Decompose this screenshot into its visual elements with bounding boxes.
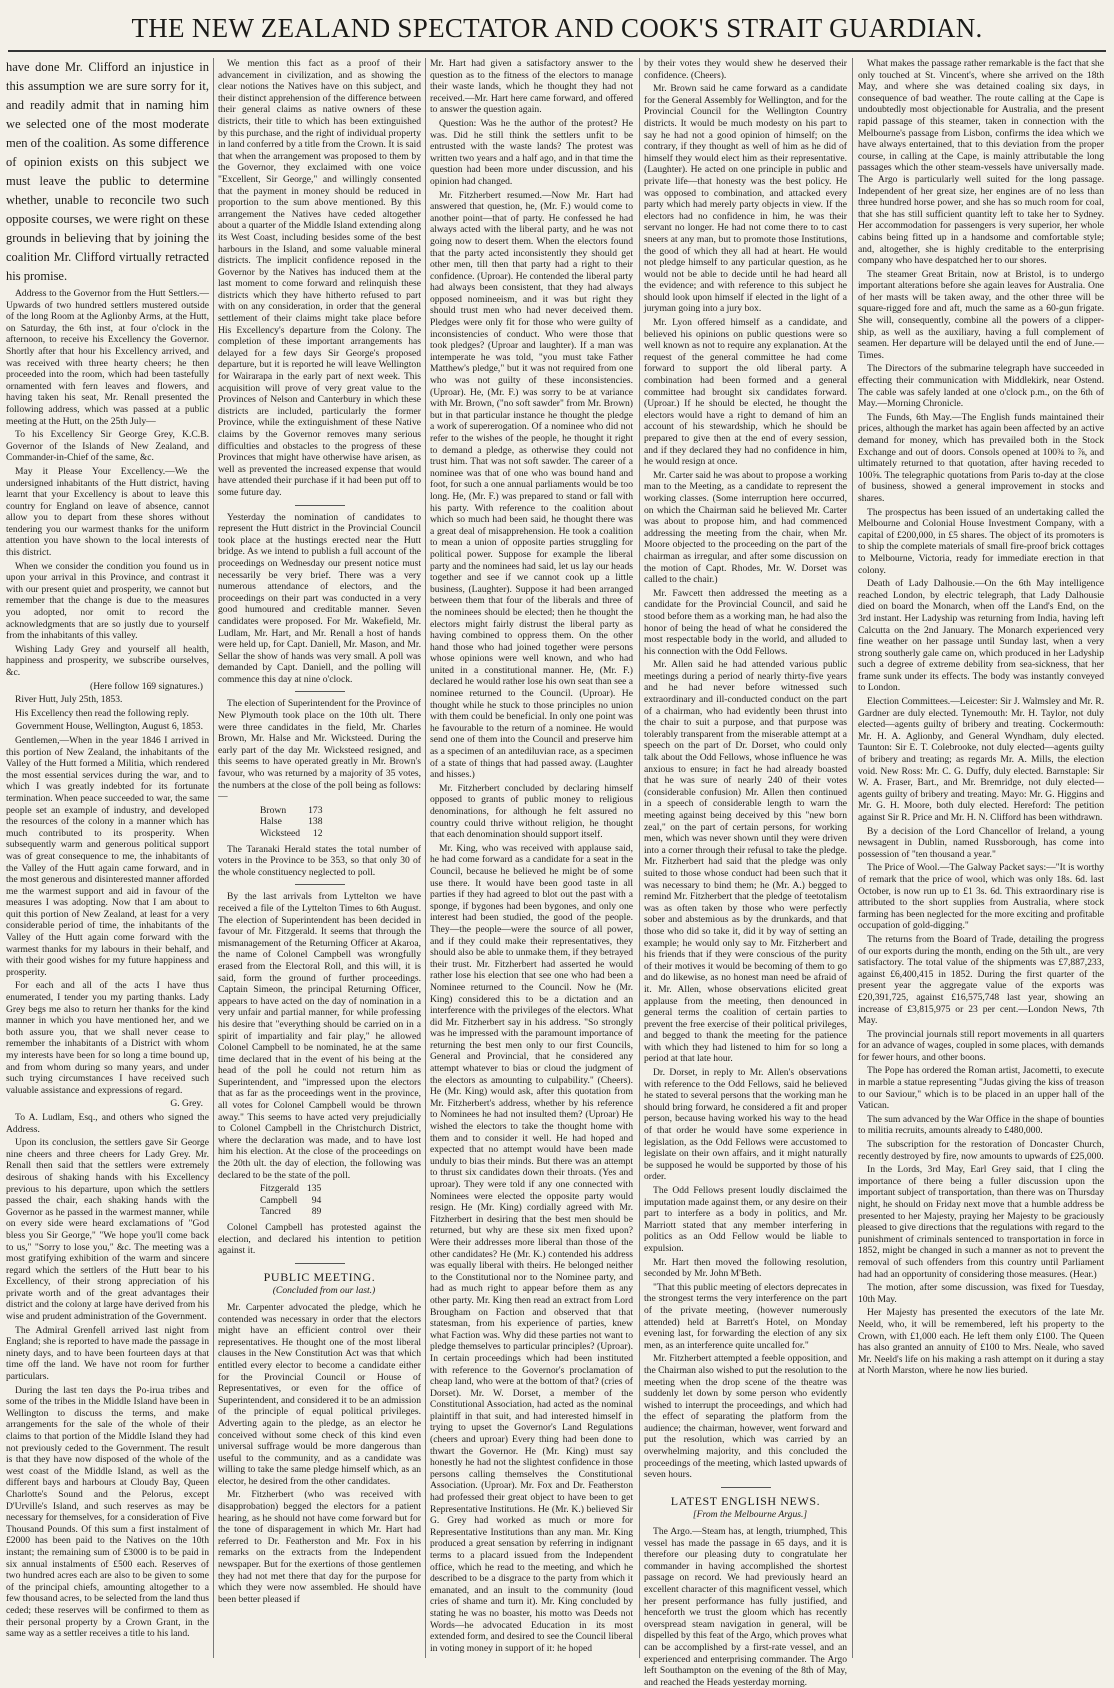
column-5: [858, 58, 1104, 1660]
article-paragraph: The returns from the Board of Trade, detailing the progress of our exports during the month, ending on the 5th ult., are very satisfactory. The total value of the shipments was £7,887,233, against £6,400,415 in 1852. During the first quarter of the present year the aggregate value of the exports was £20,391,725, against £16,575,748 last year, showing an increase of £3,815,975 or 23 per cent.—London News, 7th May.: [858, 933, 1104, 1027]
column-3: [430, 58, 633, 1660]
table-row: [256, 816, 327, 828]
article-paragraph: The Funds, 6th May.—The English funds maintained their prices, although the market has again been affected by an active demand for money, which has prevailed both in the Stock Exchange and out of doors. Consols opened at 100¾ to ⅞, and ultimately returned to that quotation, after having receded to 100⅝. The telegraphic quotations from Paris to-day at the close of business, showed a general improvement in stocks and shares.: [858, 411, 1104, 504]
article-paragraph: Address to the Governor from the Hutt Settlers.—Upwards of two hundred settlers mustered outside of the long Room at the Aglionby Arms, at the Hutt, on Saturday, the 6th inst, at four o'clock in the afternoon, to receive his Excellency the Governor. Shortly after that hour his Excellency arrived, and was received with three hearty cheers; he then proceeded into the room, which had been tastefully ornamented with fern leaves and flowers, and having taken his seat, Mr. Renall presented the following address, which was passed at a public meeting at the Hutt, on the 25th July—: [6, 288, 209, 427]
article-paragraph: Mr. Fitzherbert attempted a feeble opposition, and the Chairman also wished to put the resolution to the meeting when the drop scene of the theatre was suddenly let down by some person who evidently wished to interrupt the proceedings, and which had the effect of separating the platform from the audience; the chairman, however, went forward and put the resolution, which was carried by an overwhelming majority, and this concluded the proceedings of the meeting, which lasted upwards of seven hours.: [644, 1353, 847, 1481]
candidate-votes: 89: [311, 1206, 322, 1218]
section-divider: [295, 691, 345, 692]
article-paragraph: Mr. Fitzherbert resumed.—Now Mr. Hart had answered that question, he, (Mr. F.) would come to another point—that of party. He confessed he had always acted with the liberal party, and he was not going now to desert them. When the electors found that the party acted inconsistently they should get other men, till then that party had a right to their confidence. (Uproar). He contended the liberal party had always been consistent, that they had always opposed nomineeism, and it was but right they should trust men who had never deceived them. Pledges were only fit for those who were guilty of inconsistencies of conduct. Who were those that took pledges? (Uproar and laughter). If a man was intemperate he was told, "you must take Father Matthew's pledge," but it was not required from one who was not guilty of these inconsistencies. (Uproar). He, (Mr. F.) was sorry to be at variance with Mr. Brown, ("no soft sawder" from Mr. Brown) but in that particular instance he thought the pledge a work of supererogation. Of a nominee who did not refer to the wishes of the people, he thought it right to demand a pledge, as otherwise they could not trust him. That was not soft sawder. The career of a nominee was that of one who was bound hand and foot, for such a one annual parliaments would be too long. He, (Mr. F.) was prepared to stand or fall with his party. With reference to the coalition about which so much had been said, he thought there was a great deal of misapprehension. He took a coalition to mean a union of opposite parties struggling for political power. Suppose for example the liberal party and the nominees had said, let us lay our heads together and see if we cannot cook up a little business, (Laughter). Suppose it had been arranged between them that four of the liberals and three of the nominees should be elected; then he thought the electors might fairly distrust the liberal party as having combined to oppress them. On the other hand those who had joined together were persons whose opinions were well known, and who had united in a constitutional manner. He, (Mr. F.) declared he would rather lose his own seat than see a nominee returned to the Council. (Uproar). He thought while he stuck to those principles no union with them could be beneficial. In only one point was he favourable to the return of a nominee. He would send one of them into the Council and preserve him as a specimen of an antediluvian race, as a specimen of a state of things that had passed away. (Laughter and hisses.): [430, 189, 633, 781]
candidate-name: Tancred: [260, 1206, 291, 1218]
candidate-votes: 173: [308, 804, 323, 816]
article-paragraph: What makes the passage rather remarkable is the fact that she only touched at St. Vincent's, where she arrived on the 18th May, and where she was detained coaling six days, in consequence of bad weather. The route calling at the Cape is undoubtedly most objectionable for Australia, and the present rapid passage of this steamer, taken in connection with the Melbourne's passage from Lisbon, confirms the idea which we have always entertained, that to this deviation from the proper course, in calling at the Cape, is mainly attributable the long passages which the other steam-vessels have universally made. The Argo is particularly well suited for the long passage. Independent of her great size, her engines are of no less than three hundred horse power, and she has so much room for coal, that she has still sufficient quantity left to take her to Sydney. Her accommodation for passengers is very superior, her whole cabins being fitted up in a handsome and comfortable style; and, altogether, she is highly creditable to the enterprising company who have despatched her to our shores.: [858, 58, 1104, 267]
article-paragraph: The Admiral Grenfell arrived last night from England; she is reported to have made the passage in ninety days, and to have been fourteen days at that time off the land. We have not room for further particulars.: [6, 1324, 209, 1383]
article-paragraph: Mr. Lyon offered himself as a candidate, and believed his opinions on public questions were so well known as not to require any explanation. At the request of the general committee he had come forward to support the old liberal party. A combination had been formed and a general committee had brought six candidates forward. (Uproar.) If he should be elected, he thought the electors would have a right to demand of him an account of his stewardship, which he should be prepared to give then at the end of every session, and if they declared they had no confidence in him, he would resign at once.: [644, 317, 847, 468]
columns: [0, 58, 1114, 1688]
article-paragraph: Election Committees.—Leicester: Sir J. Walmsley and Mr. R. Gardner are duly elected. Tynemouth: Mr. H. Taylor, not duly elected—agents guilty of bribery and treating. Cockermouth: Mr. H. A. Aglionby, and General Wyndham, duly elected. Taunton: Sir E. T. Colebrooke, not duly elected—agents guilty of bribery and treating; as regards Mr. A. Mills, the election void. New Ross: Mr. C. G. Duffy, duly elected. Barnstaple: Sir W. A. Fraser, Bart., and Mr. Bremridge, not duly elected—agents guilty of bribery and treating. Mayo: Mr. G. Higgins and Mr. G. H. Moore, both duly elected. Hereford: The petition against Sir R. Price and Mr. H. N. Clifford has been withdrawn.: [858, 696, 1104, 823]
article-paragraph: Colonel Campbell has protested against the election, and declared his intention to petition against it.: [218, 1222, 421, 1257]
article-paragraph: The steamer Great Britain, now at Bristol, is to undergo important alterations before she again leaves for Australia. One of her masts will be taken away, and the other three will be square-rigged fore and aft, much the same as a 60-gun frigate. She will, consequently, combine all the powers of a clipper-ship, as well as the auxiliary, having a full complement of seamen. Her departure will be delayed until the end of June.—Times.: [858, 268, 1104, 361]
table-row: [256, 828, 327, 840]
article-paragraph: Death of Lady Dalhousie.—On the 6th May intelligence reached London, by electric telegraph, that Lady Dalhousie died on board the Monarch, when off the Land's End, on the 3rd instant. Her Ladyship was returning from India, having left Calcutta on the 2nd January. The Monarch experienced very fine weather on her passage until Sunday last, when a very strong southerly gale came on, which produced in her Ladyship such a degree of extreme debility from sea-sickness, that her frame sunk under its effects. The body was instantly conveyed to London.: [858, 578, 1104, 694]
candidate-name: Halse: [260, 816, 282, 828]
section-heading: LATEST ENGLISH NEWS.: [670, 1493, 821, 1508]
article-paragraph: Wishing Lady Grey and yourself all health, happiness and prosperity, we subscribe ourselves, &c.: [6, 643, 209, 678]
article-paragraph: His Excellency then read the following reply.: [15, 707, 189, 719]
column-4: [644, 58, 847, 1688]
table-row: [256, 1183, 325, 1195]
article-paragraph: The Argo.—Steam has, at length, triumphed, This vessel has made the passage in 65 days, and it is therefore our pleasing duty to congratulate her commander in having accomplished the shortest passage on record. We had previously heard an excellent character of this magnificent vessel, which her present performance has fully justified, and henceforth we trust the gloom which has recently overspread steam navigation in general, will be dispelled by this feat of the Argo, which proves what can be accomplished by a first-rate vessel, and an experienced and enterprising commander. The Argo left Southampton on the evening of the 8th of May, and reached the Heads yesterday morning.: [644, 1526, 847, 1688]
section-subheading: (Concluded from our last.): [272, 1285, 376, 1297]
candidate-votes: 12: [312, 828, 323, 839]
section-divider: [295, 1263, 345, 1264]
article-paragraph: The Odd Fellows present loudly disclaimed the imputation made against them, or any desire on their part to interfere as a body in politics, and Mr. Marriott stated that any member interfering in politics as an Odd Fellow would be liable to expulsion.: [644, 1185, 847, 1254]
article-paragraph: Mr. Fitzherbert concluded by declaring himself opposed to grants of public money to religious denominations, for although he felt assured no country could thrive without religion, he thought that each denomination should support itself.: [430, 782, 633, 841]
article-paragraph: Dr. Dorset, in reply to Mr. Allen's observations with reference to the Odd Fellows, said he believed he stated to several persons that the working man he should bring forward, he considered a fit and proper person, because having worked his way to the head of that order he would have some experience in legislation, as the Odd Fellows were accustomed to legislate on their own affairs, and it might naturally be supposed he would be supported by those of his order.: [644, 1067, 847, 1183]
article-paragraph: Mr. Fitzherbert (who was received with disapprobation) begged the electors for a patient hearing, as he should not have come forward but for the tone of disparagement in which Mr. Hart had referred to Dr. Featherston and Mr. Fox in his remarks on the extracts from the Independent newspaper. But for the exertions of those gentlemen they had not met there that day for the purpose for which they were now assembled. He should have been better pleased if: [218, 1489, 421, 1605]
article-paragraph: May it Please Your Excellency.—We the undersigned inhabitants of the Hutt district, having learnt that your Excellency is about to leave this country for England on leave of absence, cannot allow you to depart from these shores without tendering you our warmest thanks for the uniform attention you have shown to the local interests of this district.: [6, 465, 209, 559]
candidate-name: Fitzgerald: [260, 1183, 299, 1195]
article-paragraph: Mr. Brown said he came forward as a candidate for the General Assembly for Wellington, and for the Provincial Council for the Wellington Country districts. It would be much modesty on his part to say he had not a good opinion of himself; on the contrary, if they thought as well of him as he did of himself they would elect him as their representative. (Laughter). He acted on one principle in public and private life—that honesty was the best policy. He was opposed to combination, and attacked every party which had merely party objects in view. If the electors had no confidence in him, he was their servant no longer. He had not come there to to cast sneers at any man, but to promote those Institutions, the good of which they all had at heart. He would not pledge himself to any particular question, as he would not be able to decide until he had heard all the evidence; and with reference to this subject he should look upon himself if elected in the light of a juryman going into a jury box.: [644, 83, 847, 315]
address-heading: To his Excellency Sir George Grey, K.C.B. Governor of the Islands of New Zealand, and Commander-in-Chief of the same, &c.: [6, 429, 209, 464]
table-row: [256, 1206, 325, 1218]
article-paragraph: The election of Superintendent for the Province of New Plymouth took place on the 10th ult. There were three candidates in the field, Mr. Charles Brown, Mr. Halse and Mr. Wicksteed. During the early part of the day Mr. Wicksteed resigned, and this seems to have operated greatly in Mr. Brown's favour, who was returned by a majority of 35 votes, the numbers at the close of the poll being as follows:—: [218, 698, 421, 803]
article-paragraph: The prospectus has been issued of an undertaking called the Melbourne and Colonial House Investment Company, with a capital of £200,000, in £5 shares. The object of its promoters is to ship the complete materials of small fire-proof brick cottages to Melbourne, Victoria, ready for immediate erection in that colony.: [858, 506, 1104, 576]
masthead-rule: [8, 50, 1106, 52]
section-divider: [721, 1487, 771, 1488]
article-paragraph: Mr. Hart then moved the following resolution, seconded by Mr. John M'Beth.: [644, 1256, 847, 1280]
article-paragraph: In the Lords, 3rd May, Earl Grey said, that I cling the importance of there being a fuller discussion upon the important subject of transportation, than there was on Thursday night, he should on Friday next move that a humble address be presented to her Majesty, praying her Majesty to be graciously pleased to give directions that the regulations with regard to the punishment of criminals sentenced to transportation in force in 1852, might be changed in such a manner as not to prevent the removal of such offenders from this country until Parliament had had an opportunity of considering those measures. (Hear.): [858, 1164, 1104, 1280]
article-paragraph: By a decision of the Lord Chancellor of Ireland, a young newsagent in Dublin, named Russborough, has come into possession of "ten thousand a year.": [858, 825, 1104, 860]
lead-paragraph: have done Mr. Clifford an injustice in this assumption we are sure sorry for it, and readily admit that in naming him we selected one of the most moderate men of the coalition. As some difference of opinion exists on this subject we must leave the public to determine whether, unable to reconcile two such opposite courses, we were right on these grounds in believing that by joining the coalition Mr. Clifford virtually retracted his promise.: [6, 60, 209, 283]
candidate-votes: 94: [311, 1194, 322, 1206]
resolution-quote: "That this public meeting of electors deprecates in the strongest terms the very interference on the part of the private meeting, (however numerously attended) held at Barrett's Hotel, on Monday evening last, for forwarding the election of any six men, as an interference quite uncalled for.": [644, 1281, 847, 1351]
article-paragraph: The Directors of the submarine telegraph have succeeded in effecting their communication with Middlekirk, near Ostend. The cable was safely landed at one o'clock p.m., on the 6th of May.—Morning Chronicle.: [858, 363, 1104, 410]
article-paragraph: For each and all of the acts I have thus enumerated, I tender you my parting thanks. Lady Grey begs me also to return her thanks for the kind manner in which you have mentioned her, and we both assure you, that we shall never cease to remember the inhabitants of a District with whom my interests have been for so long a time bound up, and from whom during so many years, and under such trying circumstances I have received such valuable assistance and expressions of regard.: [6, 980, 209, 1096]
section-divider: [295, 884, 345, 885]
dateline: River Hutt, July 25th, 1853.: [15, 694, 123, 706]
article-paragraph: The Price of Wool.—The Galway Packet says:—"It is worthy of remark that the price of wool, which was only 18s. 6d. last October, is now run up to £1 3s. 6d. This extraordinary rise is attributed to the short supplies from Australia, where stock farming has been neglected for the more exciting and profitable occupation of gold-digging.": [858, 862, 1104, 932]
article-paragraph: Mr. Carpenter advocated the pledge, which he contended was necessary in order that the electors might have an efficient control over their representatives. He thought one of the most liberal clauses in the New Constitution Act was that which entitled every elector to become a candidate either for the Provincial Council or House of Representatives, or even for the office of Superintendent, and considered it to be an admission of the principle of equal political privileges. Adverting again to the pledge, as an elector he conceived without some check of this kind even universal suffrage would be more dangerous than useful to the community, and as a candidate was willing to take the same pledge himself which, as an elector, he desired from the other candidates.: [218, 1301, 421, 1487]
article-paragraph: By the last arrivals from Lyttelton we have received a file of the Lyttelton Times to 6th August. The election of Superintendent has been decided in favour of Mr. Fitzgerald. It seems that through the mismanagement of the Returning Officer at Akaroa, the name of Colonel Campbell was wrongfully erased from the Electoral Roll, and this will, it is said, form the ground of further proceedings. Captain Simeon, the principal Returning Officer, appears to have acted on the day of nomination in a very unfair and partial manner, for while professing his desire that "everything should be carried on in a spirit of impartiality and fair play," he allowed Colonel Campbell to be nominated, he at the same time declared that in the event of his being at the head of the poll he could not return him as Superintendent, and "impressed upon the electors that as far as the proceedings went in the province, all votes for Colonel Campbell would be thrown away." This seems to have acted very prejudicially to Colonel Campbell in the Christchurch District, where the declaration was made, and to have lost him his election. At the close of the proceedings on the 20th ult. the day of election, the following was declared to be the state of the poll.: [218, 891, 421, 1181]
article-paragraph: Mr. King, who was received with applause said, he had come forward as a candidate for a seat in the Council, because he believed he might be of some use there. It would have been good taste in all parties if they had agreed to blot out the past with a sponge, if bygones had been bygones, and only one interest had been studied, the good of the people. They—the people—were the source of all power, and if they could make their representatives, they should also be able to unmake them, if they betrayed their trust. Mr. Fitzherbert had asserted he would rather lose his election that see one who had been a Nominee returned to the Council. Now he (Mr. King) considered this to be a dictation and an interference with the privileges of the electors. What did Mr. Fitzherbert say in his address. "So strongly was he impressed with the paramount importance of returning the best men only to our first Councils, General and Provincial, that he considered any attempt whatever to bias or cloud the judgment of the electors as amounting to culpability." (Cheers). He (Mr. King) would ask, after this quotation from Mr. Fitzherbert's address, whether by his reference to Nominees he had not insulted them? (Uproar) He wished the electors to take the thought home with them and to consider it well. He had hoped and expected that no attempt would have been made unduly to bias their minds. But there was an attempt to thrust six candidates down their throats. (Yes and uproar). They were told if any one connected with Nominees were elected the opposite party would resign. He (Mr. King) cordially agreed with Mr. Fitzherbert in desiring that the best men should be returned, but why are these six men fixed upon? Were their addresses more liberal than those of the other candidates? He (Mr. K.) contended his address was equally liberal with theirs. He belonged neither to the Constitutional nor to the Nominee party, and had as much right to appear before them as any other party. Mr. King then read an extract from Lord Brougham on Faction and observed that that statesman, from his experience of parties, knew what Faction was. Why did these parties not want to pledge themselves to particular principles? (Uproar). In certain proceedings which had been instituted with reference to the Governor's proclamation of cheap land, who were at the bottom of that? (cries of Dorset). Mr. W. Dorset, a member of the Constitutional Association, had acted as the nominal plaintiff in that suit, and had interested himself in trying to upset the Governor's Land Regulations (cheers and uproar) Every thing had been done to thwart the Governor. He (Mr. King) must say honestly he had not the slightest confidence in those persons calling themselves the Constitutional Association. (Uproar). Mr. Fox and Dr. Featherston had professed their great object to have been to get Representative Institutions. He (Mr. K.) believed Sir G. Grey had worked as much or more for Representative Institutions than any man. Mr. King produced a great sensation by referring in indignant terms to a placard issued from the Independent office, which he read to the meeting, and which he described to be a disgrace to the party from which it emanated, and an insult to the community (loud cries of shame and turn it). Mr. King concluded by stating he was no boaster, his motto was Deeds not Words—he advocated Education in its most extended form, and desired to see the Council liberal in voting money in support of it: he hoped: [430, 842, 633, 1654]
candidate-votes: 135: [306, 1183, 322, 1195]
section-heading: PUBLIC MEETING.: [263, 1269, 376, 1284]
article-paragraph: The Pope has ordered the Roman artist, Jacometti, to execute in marble a statue representing "Judas giving the kiss of treason to our Saviour," which is to be placed in an upper hall of the Vatican.: [858, 1065, 1104, 1112]
masthead: [0, 8, 1114, 48]
article-paragraph: Upon its conclusion, the settlers gave Sir George nine cheers and three cheers for Lady Grey. Mr. Renall then said that the settlers were extremely desirous of shaking hands with his Excellency previous to his departure, upon which the settlers passed the chair, each shaking hands with the Governor as he passed in the warmest manner, while on every side were heard exclamations of "God bless you Sir George," "We hope you'll come back to us," "Sorry to lose you," &c. The meeting was a most gratifying exhibition of the warm and sincere regard which the settlers of the Hutt bear to his Excellency, of their strong appreciation of his private worth and of the great advantages their district and the colony at large have derived from his wise and prudent administration of the Government.: [6, 1137, 209, 1323]
candidate-name: Wicksteed: [260, 828, 301, 839]
table-row: [256, 1195, 325, 1207]
signatures-note: (Here follow 169 signatures.): [90, 680, 203, 692]
section-divider: [295, 505, 345, 506]
article-paragraph: The sum advanced by the War Office in the shape of bounties to militia recruits, amounts already to £480,000.: [858, 1113, 1104, 1137]
article-paragraph: To A. Ludlam, Esq., and others who signed the Address.: [6, 1111, 209, 1135]
article-paragraph: Mr. Hart had given a satisfactory answer to the question as to the fitness of the electors to manage their waste lands, which he thought they had not received.—Mr. Hart here came forward, and offered to answer the question again.: [430, 58, 633, 116]
article-paragraph: The provincial journals still report movements in all quarters for an advance of wages, coupled in some places, with demands for fewer hours, and other boons.: [858, 1028, 1104, 1063]
article-paragraph: The motion, after some discussion, was fixed for Tuesday, 10th May.: [858, 1282, 1104, 1305]
candidate-name: Campbell: [260, 1194, 298, 1206]
dateline: Government House, Wellington, August 6, 1853.: [15, 721, 203, 733]
article-paragraph: When we consider the condition you found us in upon your arrival in this Province, and contrast it with our present quiet and prosperity, we cannot but remember that the change is due to the measures you adopted, nor omit to record the acknowledgments that are so justly due to yourself from the inhabitants of this valley.: [6, 560, 209, 642]
column-1: [6, 58, 209, 1660]
article-paragraph: The Taranaki Herald states the total number of voters in the Province to be 353, so that only 30 of the whole constituency neglected to poll.: [218, 843, 421, 878]
article-paragraph: The subscription for the restoration of Doncaster Church, recently destroyed by fire, now amounts to upwards of £25,000.: [858, 1139, 1104, 1162]
candidate-votes: 138: [308, 816, 323, 828]
candidate-name: Brown: [260, 804, 287, 816]
table-row: [256, 805, 327, 817]
article-paragraph: During the last ten days the Po-irua tribes and some of the tribes in the Middle Island have been in Wellington to discuss the terms, and make arrangements for the sale of the whole of their claims to that portion of the Middle Island they had not previously ceded to the Government. The result is that they have now disposed of the whole of the west coast of the Middle Island, as well as the different bays and harbours at Cloudy Bay, Queen Charlotte's Sound and the Pelorus, except D'Urville's Island, and such reserves as may be necessary for themselves, for a consideration of Five Thousand Pounds. Of this sum a first instalment of £2000 has been paid to the Natives on the 10th instant; the remaining sum of £3000 is to be paid in six annual instalments of £500 each. Reserves of two hundred acres each are also to be given to some of the principal chiefs, amounting altogether to a few thousand acres, to be selected from the land thus ceded; these reserves will be confirmed to them as their personal property by a Crown Grant, in the same way as a settler receives a title to his land.: [6, 1384, 210, 1640]
masthead-title: THE NEW ZEALAND SPECTATOR AND COOK'S STRAIT GUARDIAN.: [131, 13, 983, 43]
poll-table: [256, 805, 327, 840]
article-paragraph: We mention this fact as a proof of their advancement in civilization, and as showing the clear notions the Natives have on this subject, and their distinct apprehension of the difference between their general claims as native owners of these districts, their title to which has been extinguished by this purchase, and the right of individual property in land conferred by a title from the Crown. It is said that when the arrangement was proposed to them by the Governor, they exclaimed with one voice "Excellent, Sir George," and willingly consented that the payment in money should be reduced in proportion to the sum above mentioned. By this arrangement the Natives have ceded altogether about a quarter of the Middle Island extending along its West Coast, including besides some of the best harbours in the Island, and some valuable mineral districts. The implicit confidence reposed in the Governor by the Natives has induced them at the last moment to come forward and relinquish these districts which they have hitherto refused to part with on any consideration, in order that the general settlement of their claims might take place before His Excellency's departure from the Colony. The completion of these important arrangements has delayed for a few days Sir George's proposed departure, but it is reported he will leave Wellington for Wairarapa in the early part of next week. This acquisition will prove of very great value to the Provinces of Nelson and Canterbury in which these districts are included, particularly the former Province, while the extinguishment of these Native claims by the Governor removes many serious difficulties and obstacles to the progress of these Provinces that might have otherwise have arisen, as well as prevented the increased expense that would have attended their purchase if it had been put off to some future day.: [218, 58, 421, 498]
article-paragraph: Question: Was he the author of the protest? He was. Did he still think the settlers unfit to be entrusted with the waste lands? The protest was written two years and a half ago, and in that time the question had been more under discussion, and his opinion had changed.: [430, 117, 633, 187]
signature: G. Grey.: [170, 1098, 203, 1110]
article-paragraph: Mr. Carter said he was about to propose a working man to the Meeting, as a candidate to represent the working classes. (Some interruption here occurred, on which the Chairman said he believed Mr. Carter was about to propose him, and had commenced addressing the meeting from the chair, when Mr. Moore objected to the proceeding on the part of the chairman as irregular, and after some discussion on the motion of Capt. Rhodes, Mr. W. Dorset was called to the chair.): [644, 469, 847, 586]
article-paragraph: Her Majesty has presented the executors of the late Mr. Neeld, who, it will be remembered, left his property to the Crown, with £1,000 each. He left them only £100. The Queen has also granted an annuity of £100 to Mrs. Neale, who saved Mr. Neeld's life on his making a rash attempt on it during a stay at North Marston, where he now lies buried.: [858, 1307, 1104, 1377]
article-paragraph: by their votes they would shew he deserved their confidence. (Cheers).: [644, 58, 847, 81]
article-paragraph: Mr. Allen said he had attended various public meetings during a period of nearly thirty-five years and he had never before witnessed such extraordinary and ill-conducted conduct on the part of a chairman, who had evidently been thrust into the chair to suit a purpose, and that purpose was tolerably transparent from the miserable attempt at a speech on the part of Dr. Dorset, who could only talk about the Odd Fellows, whose influence he was anxious to ensure; in fact he had already boasted that he was sure of nearly 240 of their votes (considerable confusion) Mr. Allen then continued in a speech of considerable length to warn the meeting against being deceived by this "new born zeal," on the part of certain persons, for working men, which was never shown until they were driven into a corner through their refusal to take the pledge. Mr. Fitzherbert had said that the pledge was only suited to those whose conduct had been such that it was necessary to bind them; he (Mr. A.) begged to remind Mr. Fitzherbert that the pledge of teetotalism was as often taken by those who were perfectly sober and abstemious as by the drunkards, and that those who did so take it, did it by way of setting an example; he would only say to Mr. Fitzherbert and his friends that if they were conscious of the purity of their motives it would be becoming of them to go and do likewise, as no honest man need be afraid of it. Mr. Allen, whose observations elicited great applause from the meeting, then denounced in general terms the coalition of certain parties to prevent the free exercise of their political privileges, and begged to thank the meeting for the patience with which they had listened to him for so long a period at that late hour.: [644, 659, 847, 1065]
column-2: [218, 58, 421, 1660]
article-paragraph: Yesterday the nomination of candidates to represent the Hutt district in the Provincial Council took place at the hustings erected near the Hutt bridge. As we intend to publish a full account of the proceedings on Wednesday our present notice must necessarily be very brief. There was a very numerous attendance of electors, and the proceedings on their part was conducted in a very good humoured and creditable manner. Seven candidates were proposed. For Mr. Wakefield, Mr. Ludlam, Mr. Hart, and Mr. Renall a host of hands were held up, for Capt. Daniell, Mr. Mason, and Mr. Sellar the show of hands was very small. A poll was demanded by Capt. Daniell, and the polling will commence this day at nine o'clock.: [218, 511, 421, 685]
article-paragraph: Mr. Fawcett then addressed the meeting as a candidate for the Provincial Council, and said he stood before them as a working man, he had also the honor of being the head of what he considered the most respectable body in the world, and alluded to his connection with the Odd Fellows.: [644, 587, 847, 657]
article-paragraph: Gentlemen,—When in the year 1846 I arrived in this portion of New Zealand, the inhabitants of the Valley of the Hutt formed a Militia, which rendered the most essential services during the war, and to which I was greatly indebted for its fortunate termination. When peace succeeded to war, the same people set an example of industry, and developed the resources of the colony in a manner which has much contributed to its prosperity. When subsequently warm and generous political support was of great consequence to me, the inhabitants of the Valley of the Hutt again came forward, and in the most generous and disinterested manner afforded me the warmest support and aid in favour of the measures I was adopting. Now that I am about to quit this portion of New Zealand, at least for a very considerable period of time, the inhabitants of the Valley of the Hutt again come forward with the warmest thanks for my labours in their behalf, and with their good wishes for my future happiness and prosperity.: [6, 734, 209, 978]
poll-table: [256, 1183, 325, 1218]
section-subheading: [From the Melbourne Argus.]: [692, 1509, 808, 1521]
